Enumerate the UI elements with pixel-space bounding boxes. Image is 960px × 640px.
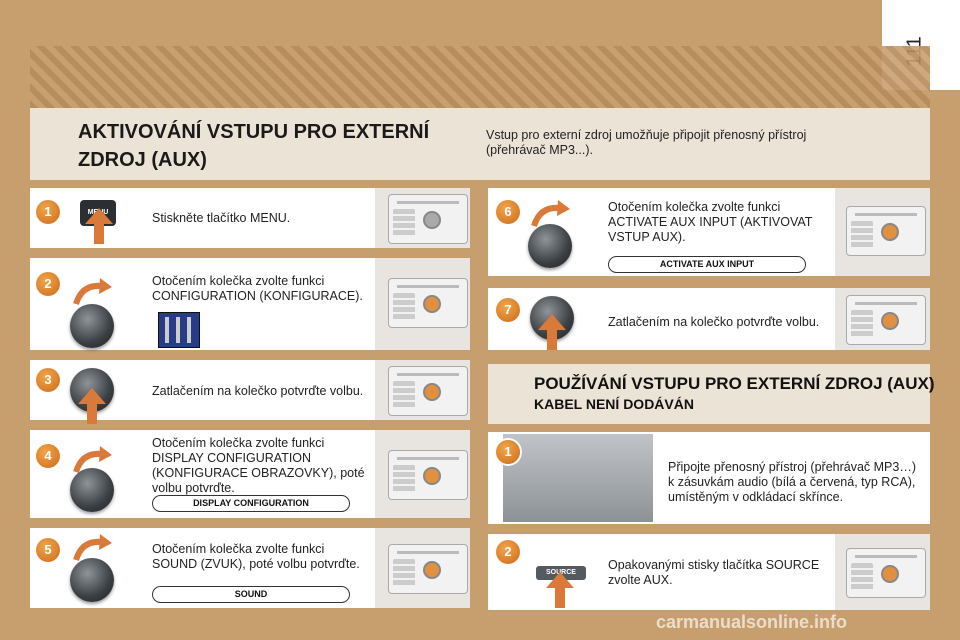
configuration-icon [158, 312, 200, 348]
step-text: Připojte přenosný přístroj (přehrávač MP3…) k zásuvkám audio (bílá a červená, typ RCA), umístěným v odkládací skřínce. [668, 460, 917, 504]
radio-unit-icon [388, 194, 468, 244]
source-button-icon: SOURCE [536, 566, 586, 580]
step-text: Otočením kolečka zvolte funkci CONFIGURATION (KONFIGURACE). [152, 274, 363, 303]
radio-unit-icon [846, 548, 926, 598]
step-text: Otočením kolečka zvolte funkci SOUND (ZVUK), poté volbu potvrďte. [152, 542, 360, 571]
rotary-knob-icon [70, 558, 114, 602]
step-number: 5 [36, 538, 60, 562]
step-text: Otočením kolečka zvolte funkci DISPLAY CONFIGURATION (KONFIGURACE OBRAZOVKY), poté volbu potvrďte. [152, 436, 365, 495]
step-text: Zatlačením na kolečko potvrďte volbu. [608, 315, 820, 329]
radio-unit-icon [388, 544, 468, 594]
press-arrow-icon [78, 388, 106, 424]
watermark: carmanualsonline.info [656, 612, 848, 632]
radio-unit-icon [846, 295, 926, 345]
display-configuration-label: DISPLAY CONFIGURATION [152, 495, 350, 512]
step-number: 1 [36, 200, 60, 224]
press-arrow-icon [546, 572, 574, 608]
section2-subtitle: KABEL NENÍ DODÁVÁN [534, 396, 694, 412]
glovebox-photo [503, 434, 653, 522]
step-number: 2 [36, 272, 60, 296]
menu-button-icon: MENU [80, 200, 116, 226]
step-text: Otočením kolečka zvolte funkci ACTIVATE AUX INPUT (AKTIVOVAT VSTUP AUX). [608, 200, 813, 244]
section2-header [488, 364, 930, 424]
press-arrow-icon [538, 314, 566, 350]
radio-unit-icon [388, 278, 468, 328]
press-arrow-icon [85, 208, 113, 244]
step-number: 3 [36, 368, 60, 392]
rotary-knob-icon [528, 224, 572, 268]
header-description: Vstup pro externí zdroj umožňuje připojit přenosný přístroj (přehrávač MP3...). [486, 128, 807, 157]
radio-unit-icon [388, 366, 468, 416]
step-text: Zatlačením na kolečko potvrďte volbu. [152, 384, 364, 398]
sound-label: SOUND [152, 586, 350, 603]
decorative-band [30, 46, 930, 108]
header-panel [30, 108, 930, 180]
step-number: 2 [496, 540, 520, 564]
step-number: 4 [36, 444, 60, 468]
step-text: Opakovanými stisky tlačítka SOURCE zvolte AUX. [608, 558, 820, 587]
rotary-knob-icon [70, 468, 114, 512]
radio-unit-icon [388, 450, 468, 500]
step-number: 7 [496, 298, 520, 322]
activate-aux-input-label: ACTIVATE AUX INPUT [608, 256, 806, 273]
step-number: 6 [496, 200, 520, 224]
step-number: 1 [496, 440, 520, 464]
radio-unit-icon [846, 206, 926, 256]
page-title: AKTIVOVÁNÍ VSTUPU PRO EXTERNÍ ZDROJ (AUX) [78, 121, 430, 171]
step-text: Stiskněte tlačítko MENU. [152, 211, 291, 225]
rotary-knob-icon [70, 304, 114, 348]
section2-title: POUŽÍVÁNÍ VSTUPU PRO EXTERNÍ ZDROJ (AUX) [534, 374, 935, 393]
